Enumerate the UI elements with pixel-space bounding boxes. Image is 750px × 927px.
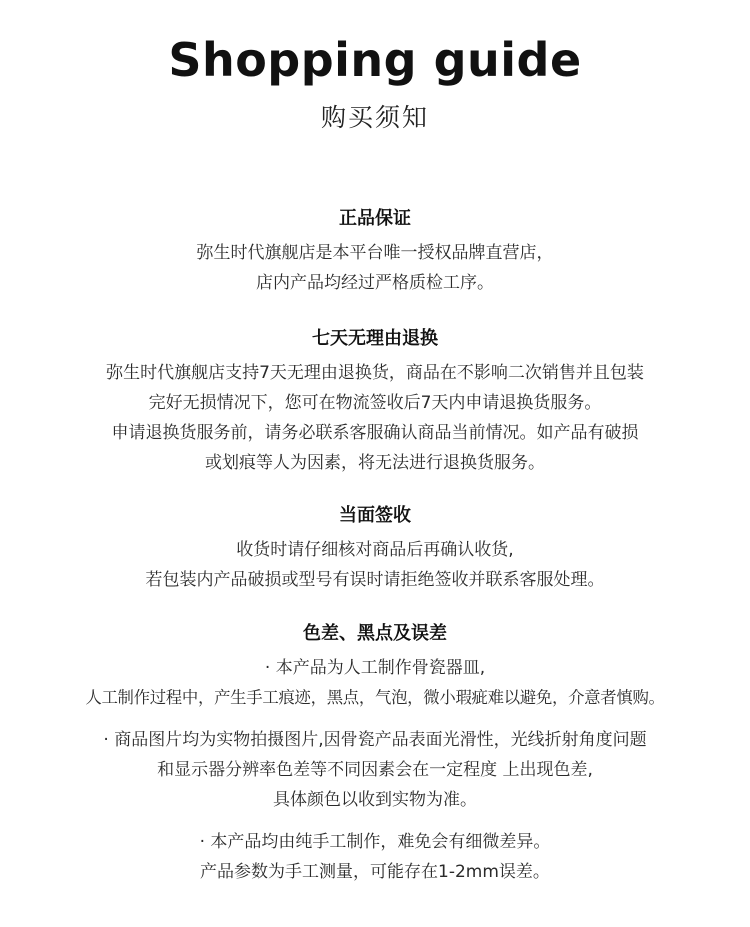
section-heading: 七天无理由退换 [312, 328, 438, 349]
bullet-text-line: 具体颜色以收到实物为准。 [273, 790, 477, 810]
bullet-text-line: · 本产品为人工制作骨瓷器皿, [264, 658, 486, 678]
section-text-line: 收货时请仔细核对商品后再确认收货, [236, 540, 514, 560]
section-text-line: 申请退换货服务前，请务必联系客服确认商品当前情况。如产品有破损 [111, 423, 639, 443]
page-subtitle: 购买须知 [320, 103, 429, 132]
page-title: Shopping guide [168, 33, 582, 87]
bullet-text-line: 产品参数为手工测量，可能存在1-2mm误差。 [200, 862, 550, 882]
bullet-text-line: · 本产品均由纯手工制作，难免会有细微差异。 [199, 832, 551, 852]
bullet-text-line: 人工制作过程中，产生手工痕迹，黑点，气泡，微小瑕疵难以避免，介意者慎购。 [85, 688, 665, 707]
section-text-line: 若包装内产品破损或型号有误时请拒绝签收并联系客服处理。 [145, 570, 605, 590]
section-text-line: 店内产品均经过严格质检工序。 [256, 273, 494, 293]
bullet-text-line: · 商品图片均为实物拍摄图片,因骨瓷产品表面光滑性，光线折射角度问题 [103, 730, 647, 750]
section-text-line: 或划痕等人为因素，将无法进行退换货服务。 [205, 453, 545, 473]
section-heading: 正品保证 [339, 208, 411, 229]
section-color-difference [0, 621, 750, 887]
section-return-policy [0, 326, 750, 478]
section-authenticity [0, 206, 750, 298]
section-text-line: 弥生时代旗舰店支持7天无理由退换货，商品在不影响二次销售并且包装 [106, 363, 644, 383]
section-heading: 色差、黑点及误差 [303, 623, 447, 644]
section-text-line: 完好无损情况下，您可在物流签收后7天内申请退换货服务。 [148, 393, 602, 413]
bullet-text-line: 和显示器分辨率色差等不同因素会在一定程度 上出现色差, [157, 760, 593, 780]
section-heading: 当面签收 [339, 505, 411, 526]
section-text-line: 弥生时代旗舰店是本平台唯一授权品牌直营店， [196, 243, 554, 263]
section-sign-on-delivery [0, 503, 750, 595]
